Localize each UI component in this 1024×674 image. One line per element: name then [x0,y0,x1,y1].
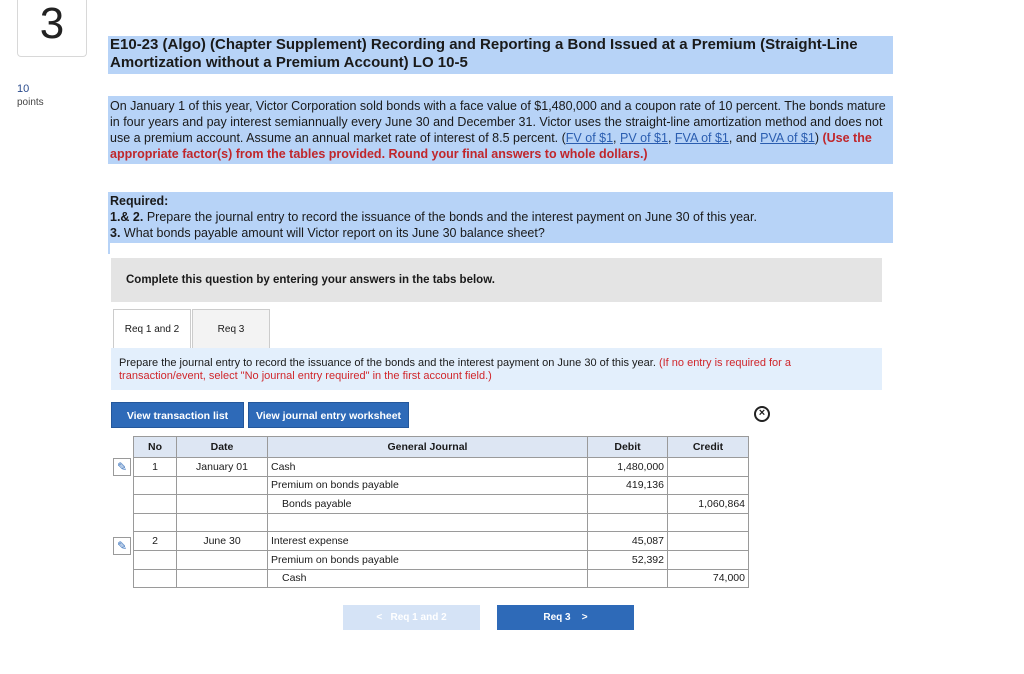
row-account[interactable]: Interest expense [268,532,588,551]
table-row [134,513,749,532]
row-no [134,569,177,588]
close-circle-icon[interactable]: × [754,406,770,422]
tab-req-3[interactable]: Req 3 [192,309,270,349]
view-transaction-list-button[interactable]: View transaction list [111,402,244,428]
table-row [134,532,749,551]
row-date [177,550,268,569]
view-journal-entry-worksheet-button[interactable]: View journal entry worksheet [248,402,409,428]
table-row [134,550,749,569]
points-value: 10 [17,83,30,95]
pva-table-link[interactable]: PVA of $1 [760,131,815,145]
fva-table-link[interactable]: FVA of $1 [674,131,729,145]
separator: , and [728,131,761,145]
row-account[interactable]: Premium on bonds payable [268,550,588,569]
tab-req-1-and-2[interactable]: Req 1 and 2 [113,309,191,349]
row-credit[interactable]: 74,000 [668,569,749,588]
points-label: points [17,97,44,108]
question-number-box [17,0,87,57]
header-date: Date [177,437,268,458]
fv-table-link[interactable]: FV of $1 [565,131,614,145]
table-row [134,458,749,477]
required-label: Required: [110,194,169,208]
table-row [134,569,749,588]
instruction-note: (If no entry is required for a transaction/event, select "No journal entry required" in the first account field.) [119,357,792,382]
row-date [177,495,268,514]
row-debit[interactable]: 45,087 [588,532,668,551]
requirement-1-2 [110,209,891,225]
complete-question-banner: Complete this question by entering your answers in the tabs below. [111,258,882,302]
row-credit[interactable] [668,476,749,495]
journal-table [133,436,749,588]
row-no: 1 [134,458,177,477]
separator: , [613,131,620,145]
header-no: No [134,437,177,458]
journal-header-row [134,437,749,458]
row-credit[interactable] [668,532,749,551]
edit-entry-1-pencil-icon[interactable]: ✎ [113,458,131,476]
row-date [177,476,268,495]
highlight-marker [108,240,110,254]
row-credit[interactable] [668,458,749,477]
row-date [177,569,268,588]
requirement-1-2-num: 1.& 2. [110,210,144,224]
tab-instructions [111,348,882,390]
row-no [134,550,177,569]
prev-tab-button[interactable] [343,605,480,630]
table-row [134,495,749,514]
row-no [134,495,177,514]
row-date: January 01 [177,458,268,477]
row-debit[interactable] [588,513,668,532]
row-account[interactable]: Cash [268,569,588,588]
question-title: E10-23 (Algo) (Chapter Supplement) Recording and Reporting a Bond Issued at a Premium (Straight-Line Amortization without a Premium Account) LO 10-5 [108,36,893,74]
separator: , [667,131,675,145]
row-no [134,513,177,532]
header-credit: Credit [668,437,749,458]
header-general-journal: General Journal [268,437,588,458]
requirement-3-text: What bonds payable amount will Victor report on its June 30 balance sheet? [120,226,545,240]
prev-tab-label: Req 1 and 2 [390,612,447,623]
table-row [134,476,749,495]
row-account[interactable]: Bonds payable [268,495,588,514]
next-tab-button[interactable] [497,605,634,630]
row-account[interactable]: Premium on bonds payable [268,476,588,495]
question-body [108,96,893,164]
requirement-3-num: 3. [110,226,121,240]
row-debit[interactable]: 1,480,000 [588,458,668,477]
next-tab-label: Req 3 [543,612,571,623]
chevron-left-icon: < [376,612,383,623]
row-date: June 30 [177,532,268,551]
chevron-right-icon: > [581,612,588,623]
row-debit[interactable] [588,495,668,514]
requirement-1-2-text: Prepare the journal entry to record the issuance of the bonds and the interest payment on June 30 of this year. [143,210,757,224]
row-debit[interactable]: 419,136 [588,476,668,495]
row-no [134,476,177,495]
edit-entry-2-pencil-icon[interactable]: ✎ [113,537,131,555]
row-debit[interactable] [588,569,668,588]
body-text: On January 1 of this year, Victor Corporation sold bonds with a face value of $1,480,000 and a coupon rate of 10 percent. The bonds mature in four years and pay interest semiannually every June 30 and December 31. Victor uses the straight-line amortization method and does not use a premium account. Assume an annual market rate of interest of 8.5 percent. ( [110,99,886,145]
row-credit[interactable] [668,550,749,569]
row-account[interactable]: Cash [268,458,588,477]
separator: ) [814,131,823,145]
instruction-text: Prepare the journal entry to record the issuance of the bonds and the interest payment on June 30 of this year. [119,357,659,369]
instruction-red: (Use the appropriate factor(s) from the tables provided. Round your final answers to whole dollars.) [110,131,872,161]
row-debit[interactable]: 52,392 [588,550,668,569]
row-account[interactable] [268,513,588,532]
row-date [177,513,268,532]
question-number: 3 [39,0,65,48]
requirement-3 [110,225,891,241]
pv-table-link[interactable]: PV of $1 [620,131,668,145]
required-section [108,192,893,243]
row-no: 2 [134,532,177,551]
row-credit[interactable] [668,513,749,532]
row-credit[interactable]: 1,060,864 [668,495,749,514]
header-debit: Debit [588,437,668,458]
